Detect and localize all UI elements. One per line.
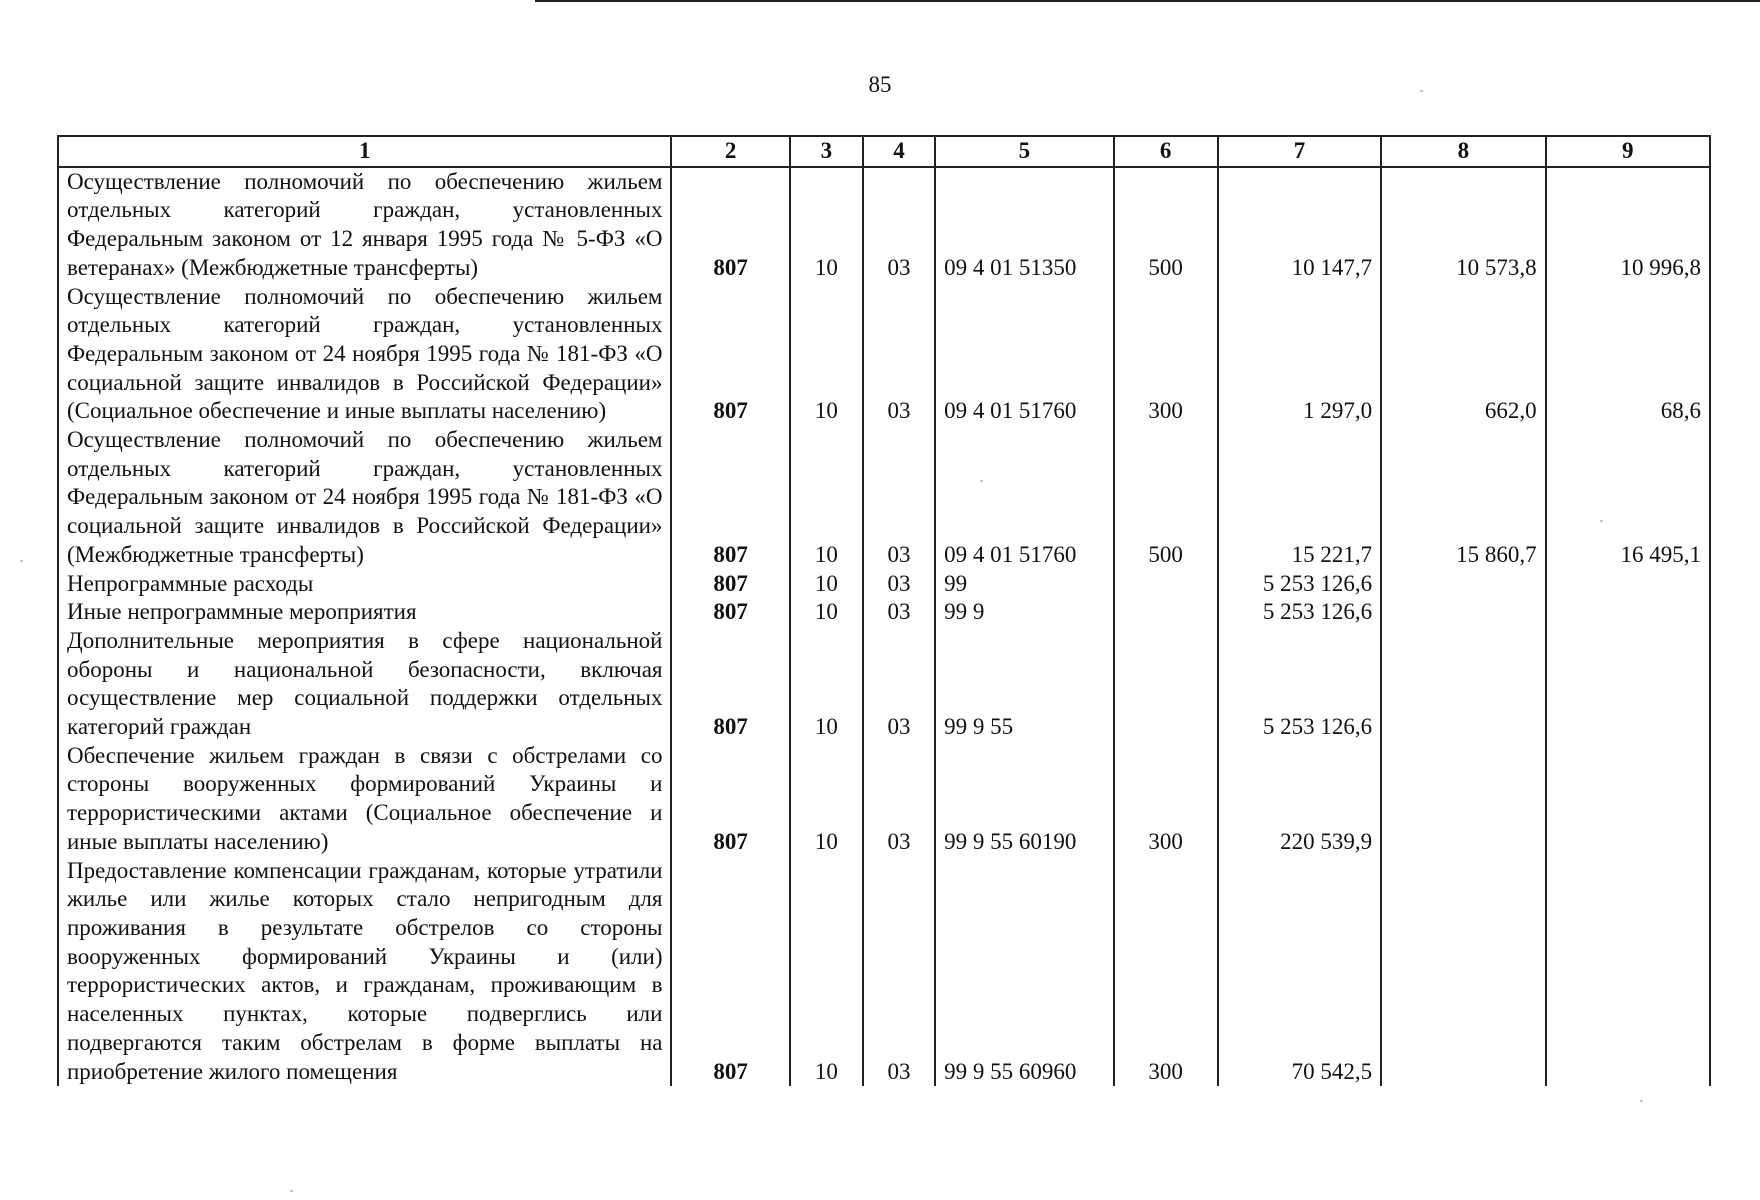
- section-code: 10: [790, 857, 863, 1087]
- scan-speck: [1640, 1100, 1643, 1102]
- amount-col9: 10 996,8: [1546, 167, 1710, 283]
- section-code: 10: [790, 167, 863, 283]
- amount-col8: [1381, 598, 1545, 627]
- section-code: 10: [790, 570, 863, 599]
- table-row: [58, 167, 1710, 283]
- subsection-code: 03: [863, 570, 935, 599]
- section-code: 10: [790, 742, 863, 857]
- subsection-code: 03: [863, 742, 935, 857]
- subsection-code: 03: [863, 627, 935, 742]
- amount-col7: 220 539,9: [1218, 742, 1381, 857]
- ministry-code: 807: [671, 857, 789, 1087]
- amount-col8: 662,0: [1381, 283, 1545, 427]
- subsection-code: 03: [863, 857, 935, 1087]
- expense-type-code: [1114, 570, 1218, 599]
- expense-type-code: 500: [1114, 167, 1218, 283]
- table-row: [58, 598, 1710, 627]
- target-article-code: 99 9 55 60190: [935, 742, 1113, 857]
- amount-col7: 70 542,5: [1218, 857, 1381, 1087]
- expense-type-code: 300: [1114, 857, 1218, 1087]
- target-article-code: 09 4 01 51760: [935, 426, 1113, 570]
- budget-table-sheet: [57, 135, 1711, 1086]
- amount-col8: 10 573,8: [1381, 167, 1545, 283]
- scan-speck: [290, 1190, 293, 1192]
- table-row: [58, 570, 1710, 599]
- ministry-code: 807: [671, 627, 789, 742]
- column-header: 1: [58, 136, 671, 167]
- column-header: 4: [863, 136, 935, 167]
- target-article-code: 09 4 01 51350: [935, 167, 1113, 283]
- expense-type-code: [1114, 598, 1218, 627]
- subsection-code: 03: [863, 167, 935, 283]
- subsection-code: 03: [863, 426, 935, 570]
- target-article-code: 09 4 01 51760: [935, 283, 1113, 427]
- column-header: 2: [671, 136, 789, 167]
- ministry-code: 807: [671, 742, 789, 857]
- table-row: [58, 283, 1710, 427]
- amount-col9: [1546, 627, 1710, 742]
- subsection-code: 03: [863, 283, 935, 427]
- expense-type-code: 500: [1114, 426, 1218, 570]
- amount-col9: 16 495,1: [1546, 426, 1710, 570]
- scan-speck: [1420, 90, 1423, 92]
- table-row: [58, 742, 1710, 857]
- amount-col9: [1546, 570, 1710, 599]
- expense-type-code: 300: [1114, 283, 1218, 427]
- row-name: Осуществление полномочий по обеспечению жильем отдельных категорий граждан, установленных Федеральным законом от 24 ноября 1995 года № 181-ФЗ «О социальной защите инвалидов в Российской Федерации» (Межбюджетные трансферты): [58, 426, 671, 570]
- amount-col7: 15 221,7: [1218, 426, 1381, 570]
- section-code: 10: [790, 283, 863, 427]
- amount-col8: [1381, 857, 1545, 1087]
- amount-col9: [1546, 598, 1710, 627]
- amount-col9: [1546, 857, 1710, 1087]
- subsection-code: 03: [863, 598, 935, 627]
- section-code: 10: [790, 627, 863, 742]
- row-name: Осуществление полномочий по обеспечению жильем отдельных категорий граждан, установленных Федеральным законом от 24 ноября 1995 года № 181-ФЗ «О социальной защите инвалидов в Российской Федерации» (Социальное обеспечение и иные выплаты населению): [58, 283, 671, 427]
- table-row: [58, 426, 1710, 570]
- amount-col8: 15 860,7: [1381, 426, 1545, 570]
- amount-col7: 1 297,0: [1218, 283, 1381, 427]
- budget-table: [57, 135, 1711, 1086]
- column-header: 7: [1218, 136, 1381, 167]
- ministry-code: 807: [671, 167, 789, 283]
- row-name: Дополнительные мероприятия в сфере национальной обороны и национальной безопасности, включая осуществление мер социальной поддержки отдельных категорий граждан: [58, 627, 671, 742]
- row-name: Непрограммные расходы: [58, 570, 671, 599]
- section-code: 10: [790, 598, 863, 627]
- row-name: Предоставление компенсации гражданам, которые утратили жилье или жилье которых стало непригодным для проживания в результате обстрелов со стороны вооруженных формирований Украины и (или) террористических актов, и гражданам, проживающим в населенных пунктах, которые подверглись или подвергаются таким обстрелам в форме выплаты на приобретение жилого помещения: [58, 857, 671, 1087]
- top-rule: [535, 0, 1760, 2]
- header-row: [58, 136, 1710, 167]
- amount-col7: 10 147,7: [1218, 167, 1381, 283]
- table-row: [58, 627, 1710, 742]
- amount-col8: [1381, 627, 1545, 742]
- target-article-code: 99: [935, 570, 1113, 599]
- section-code: 10: [790, 426, 863, 570]
- amount-col9: [1546, 742, 1710, 857]
- row-name: Иные непрограммные мероприятия: [58, 598, 671, 627]
- amount-col8: [1381, 570, 1545, 599]
- scan-speck: [980, 480, 983, 482]
- expense-type-code: 300: [1114, 742, 1218, 857]
- scan-speck: [20, 560, 23, 562]
- expense-type-code: [1114, 627, 1218, 742]
- table-row: [58, 857, 1710, 1087]
- column-header: 8: [1381, 136, 1545, 167]
- target-article-code: 99 9 55: [935, 627, 1113, 742]
- row-name: Осуществление полномочий по обеспечению жильем отдельных категорий граждан, установленных Федеральным законом от 12 января 1995 года № 5-ФЗ «О ветеранах» (Межбюджетные трансферты): [58, 167, 671, 283]
- amount-col7: 5 253 126,6: [1218, 627, 1381, 742]
- ministry-code: 807: [671, 283, 789, 427]
- ministry-code: 807: [671, 426, 789, 570]
- column-header: 9: [1546, 136, 1710, 167]
- column-header: 6: [1114, 136, 1218, 167]
- ministry-code: 807: [671, 570, 789, 599]
- column-header: 5: [935, 136, 1113, 167]
- target-article-code: 99 9: [935, 598, 1113, 627]
- column-header: 3: [790, 136, 863, 167]
- scan-speck: [1600, 520, 1603, 522]
- amount-col9: 68,6: [1546, 283, 1710, 427]
- amount-col8: [1381, 742, 1545, 857]
- row-name: Обеспечение жильем граждан в связи с обстрелами со стороны вооруженных формирований Украины и террористическими актами (Социальное обеспечение и иные выплаты населению): [58, 742, 671, 857]
- ministry-code: 807: [671, 598, 789, 627]
- target-article-code: 99 9 55 60960: [935, 857, 1113, 1087]
- amount-col7: 5 253 126,6: [1218, 598, 1381, 627]
- amount-col7: 5 253 126,6: [1218, 570, 1381, 599]
- page-number: 85: [868, 72, 892, 97]
